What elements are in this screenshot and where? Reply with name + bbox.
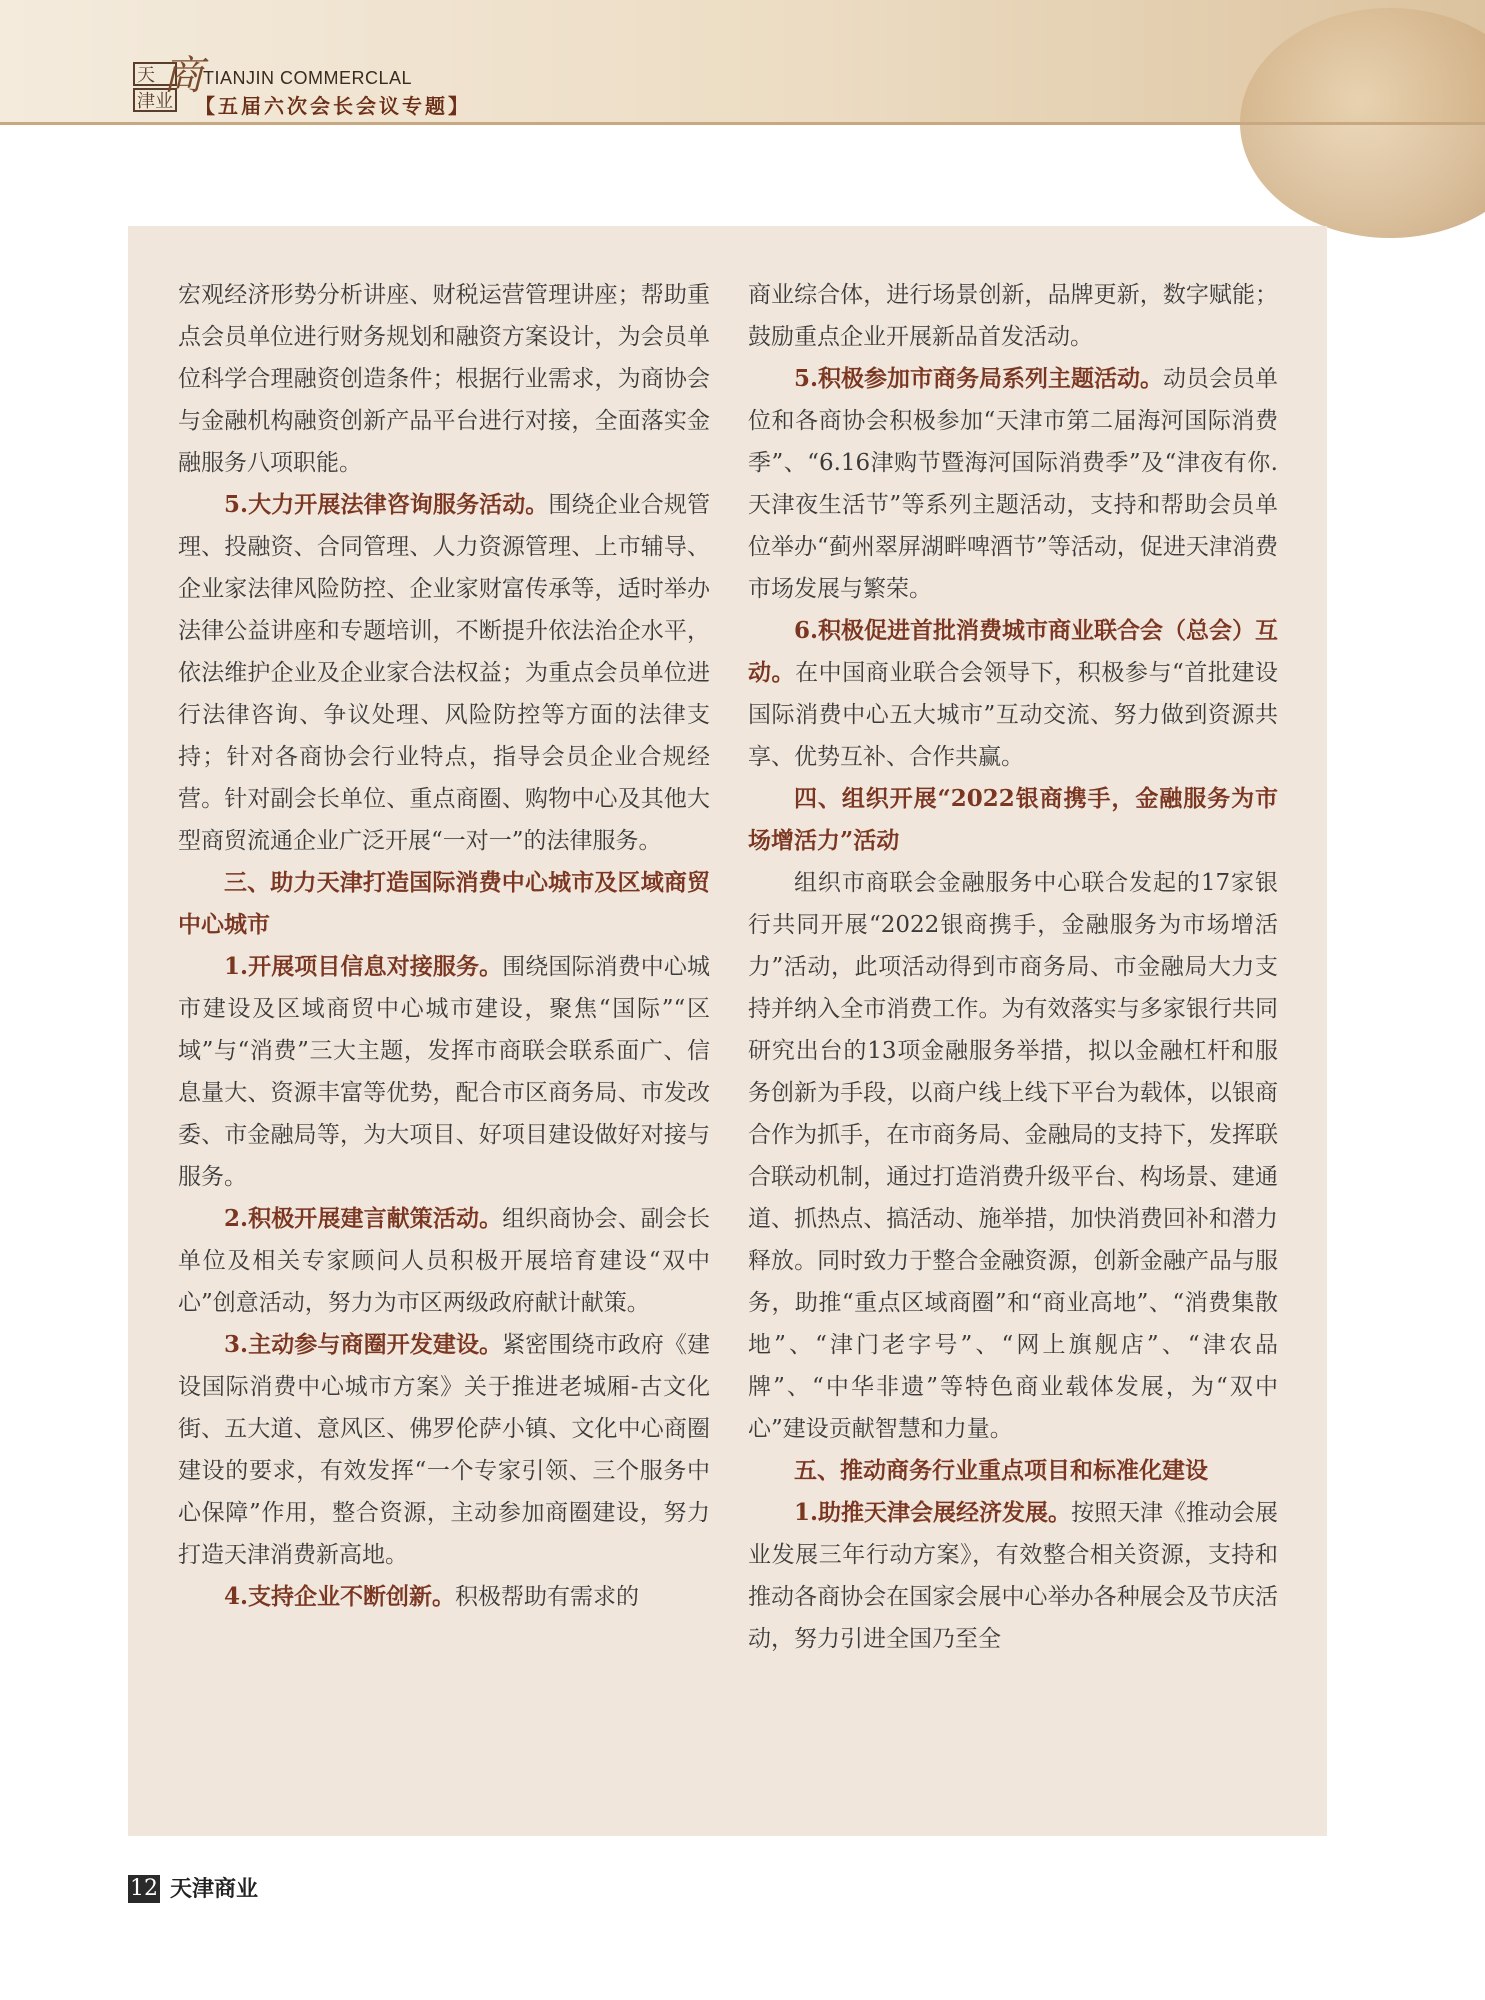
left-column <box>178 274 710 1618</box>
logo-char-big: 商 <box>163 53 203 99</box>
subheading: 1.助推天津会展经济发展。 <box>794 1499 1072 1526</box>
header-divider <box>0 122 1485 125</box>
paragraph <box>748 1492 1278 1660</box>
subheading: 2.积极开展建言献策活动。 <box>224 1205 503 1232</box>
paragraph <box>178 1576 710 1618</box>
page-number: 12 <box>130 1876 158 1901</box>
paragraph-text: 动员会员单位和各商协会积极参加“天津市第二届海河国际消费季”、“6.16津购节暨海河国际消费季”及“津夜有你.天津夜生活节”等系列主题活动，支持和帮助会员单位举办“蓟州翠屏湖畔啤酒节”等活动，促进天津消费市场发展与繁荣。 <box>748 366 1279 602</box>
paragraph-text: 组织商协会、副会长单位及相关专家顾问人员积极开展培育建设“双中心”创意活动，努力为市区两级政府献计献策。 <box>178 1206 710 1316</box>
logo-char-bottom: 津业 <box>133 88 177 112</box>
paragraph-text: 紧密围绕市政府《建设国际消费中心城市方案》关于推进老城厢-古文化街、五大道、意风区、佛罗伦萨小镇、文化中心商圈建设的要求，有效发挥“一个专家引领、三个服务中心保障”作用，整合资源，主动参加商圈建设，努力打造天津消费新高地。 <box>178 1332 710 1568</box>
brand-english-name: TIANJIN COMMERCLAL <box>203 68 413 88</box>
paragraph-text: 围绕企业合规管理、投融资、合同管理、人力资源管理、上市辅导、企业家法律风险防控、企业家财富传承等，适时举办法律公益讲座和专题培训，不断提升依法治企水平，依法维护企业及企业家合法权益；为重点会员单位进行法律咨询、争议处理、风险防控等方面的法律支持；针对各商协会行业特点，指导会员企业合规经营。针对副会长单位、重点商圈、购物中心及其他大型商贸流通企业广泛开展“一对一”的法律服务。 <box>178 492 711 854</box>
paragraph <box>748 862 1278 1450</box>
paragraph-text: 在中国商业联合会领导下，积极参与“首批建设国际消费中心五大城市”互动交流、努力做到资源共享、优势互补、合作共赢。 <box>748 660 1279 770</box>
section-heading: 四、组织开展“2022银商携手，金融服务为市场增活力”活动 <box>748 785 1278 854</box>
paragraph-text: 积极帮助有需求的 <box>455 1584 640 1610</box>
paragraph <box>178 1324 710 1576</box>
logo-char-top: 天 <box>133 62 177 86</box>
paragraph <box>178 484 710 862</box>
subheading: 1.开展项目信息对接服务。 <box>224 953 503 980</box>
subheading: 3.主动参与商圈开发建设。 <box>224 1331 503 1358</box>
right-column <box>748 274 1278 1660</box>
paragraph-text: 围绕国际消费中心城市建设及区域商贸中心城市建设，聚焦“国际”“区域”与“消费”三大主题，发挥市商联会联系面广、信息量大、资源丰富等优势，配合市区商务局、市发改委、市金融局等，为大项目、好项目建设做好对接与服务。 <box>178 954 710 1190</box>
paragraph <box>748 358 1278 610</box>
section-heading: 五、推动商务行业重点项目和标准化建设 <box>794 1457 1208 1484</box>
paragraph <box>178 1198 710 1324</box>
paragraph-text: 宏观经济形势分析讲座、财税运营管理讲座；帮助重点会员单位进行财务规划和融资方案设计，为会员单位科学合理融资创造条件；根据行业需求，为商协会与金融机构融资创新产品平台进行对接，全面落实金融服务八项职能。 <box>178 282 710 476</box>
subheading: 4.支持企业不断创新。 <box>224 1583 456 1610</box>
subheading: 5.积极参加市商务局系列主题活动。 <box>794 365 1164 392</box>
magazine-title: 天津商业 <box>170 1877 259 1902</box>
subheading: 5.大力开展法律咨询服务活动。 <box>224 491 549 518</box>
paragraph <box>748 274 1278 358</box>
paragraph-text: 组织市商联会金融服务中心联合发起的17家银行共同开展“2022银商携手，金融服务为市场增活力”活动，此项活动得到市商务局、市金融局大力支持并纳入全市消费工作。为有效落实与多家银行共同研究出台的13项金融服务举措，拟以金融杠杆和服务创新为手段，以商户线上线下平台为载体，以银商合作为抓手，在市商务局、金融局的支持下，发挥联合联动机制，通过打造消费升级平台、构场景、建通道、抓热点、搞活动、施举措，加快消费回补和潜力释放。同时致力于整合金融资源，创新金融产品与服务，助推“重点区域商圈”和“商业高地”、“消费集散地”、“津门老字号”、“网上旗舰店”、“津农品牌”、“中华非遗”等特色商业载体发展，为“双中心”建设贡献智慧和力量。 <box>748 870 1278 1442</box>
subheading: 6.积极促进首批消费城市商业联合会（总会）互动。 <box>748 617 1279 686</box>
paragraph-text: 按照天津《推动会展业发展三年行动方案》，有效整合相关资源，支持和推动各商协会在国家会展中心举办各种展会及节庆活动，努力引进全国乃至全 <box>748 1500 1279 1652</box>
paragraph <box>178 274 710 484</box>
paragraph-text: 商业综合体，进行场景创新，品牌更新，数字赋能；鼓励重点企业开展新品首发活动。 <box>748 282 1278 350</box>
paragraph <box>748 610 1278 778</box>
issue-topic: 【五届六次会长会议专题】 <box>195 94 471 118</box>
section-heading: 三、助力天津打造国际消费中心城市及区域商贸中心城市 <box>178 869 710 938</box>
paragraph <box>178 946 710 1198</box>
